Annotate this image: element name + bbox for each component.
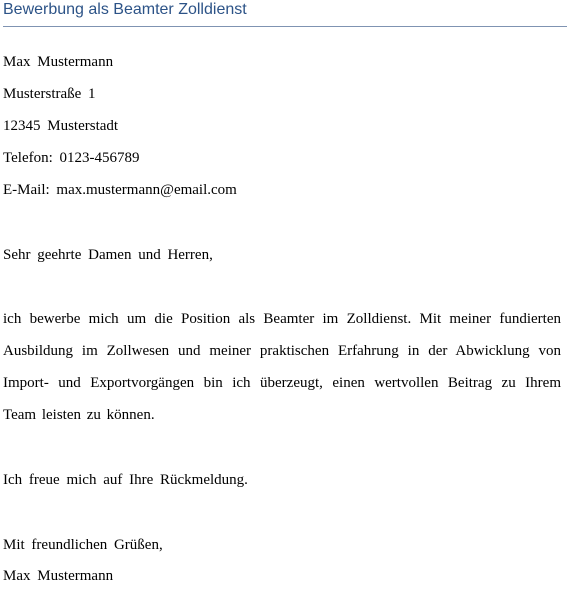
sender-phone: Telefon: 0123-456789 [3, 150, 140, 166]
letter-closing-sentence: Ich freue mich auf Ihre Rückmeldung. [3, 472, 248, 488]
letter-signature-name: Max Mustermann [3, 568, 114, 584]
sender-name: Max Mustermann [3, 54, 114, 70]
letter-salutation: Sehr geehrte Damen und Herren, [3, 247, 213, 263]
sender-email: E-Mail: max.mustermann@email.com [3, 182, 237, 198]
letter-body-paragraph: ich bewerbe mich um die Position als Beamter im Zolldienst. Mit meiner fundierten Ausbildung im Zollwesen und meiner praktischen Erfahrung in der Abwicklung von Import- und Exportvorgängen bin ich überzeugt, einen wertvollen Beitrag zu Ihrem Team leisten zu können. [3, 311, 561, 423]
sender-city: 12345 Musterstadt [3, 118, 119, 134]
document-title: Bewerbung als Beamter Zolldienst [3, 1, 247, 18]
letter-regards: Mit freundlichen Grüßen, [3, 537, 163, 553]
sender-street: Musterstraße 1 [3, 86, 96, 102]
document-header [3, 0, 567, 27]
